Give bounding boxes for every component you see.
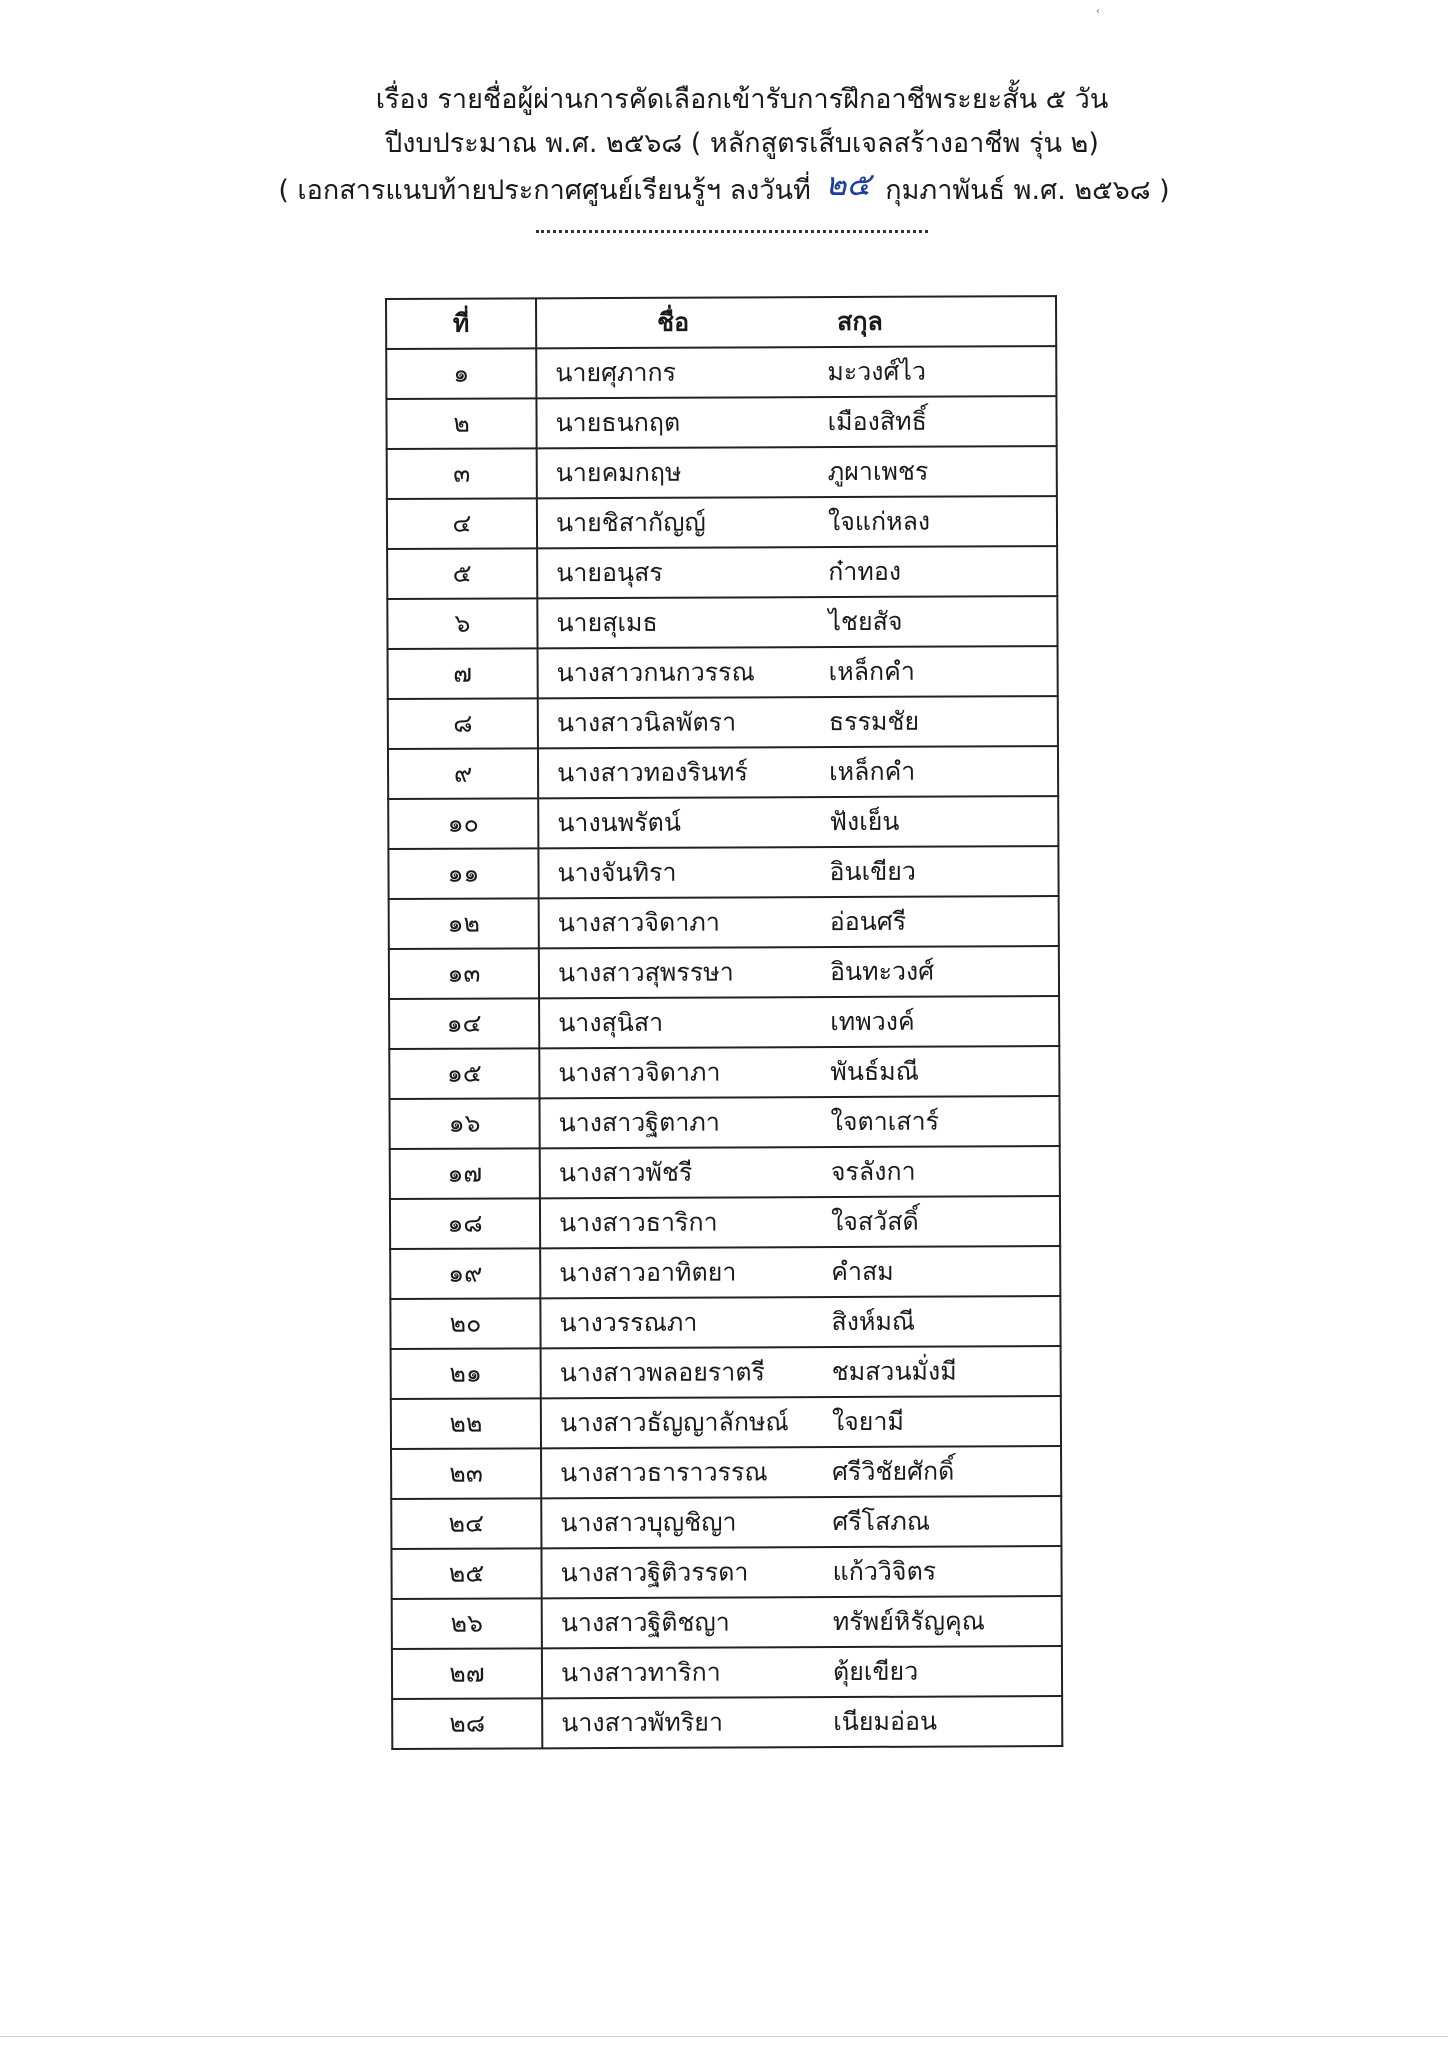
last-name: ก๋าทอง: [828, 556, 902, 587]
last-name: ไชยสัจ: [828, 606, 903, 637]
row-name-cell: [538, 846, 1058, 898]
first-name: นางจันทิรา: [557, 857, 677, 888]
first-name: นางสาวนิลพัตรา: [556, 707, 737, 738]
row-number: ๒๔: [391, 1498, 541, 1549]
row-name-cell: [541, 1396, 1061, 1448]
last-name: เหล็กคำ: [828, 656, 915, 687]
first-name: นายคมกฤษ: [555, 457, 682, 488]
table-header-row: [386, 296, 1056, 349]
last-name: ทรัพย์หิรัญคุณ: [832, 1606, 986, 1637]
first-name: นายอนุสร: [556, 557, 663, 588]
first-name: นางสาวจิดาภา: [557, 907, 720, 938]
table-row: [391, 1546, 1061, 1599]
row-number: ๒๘: [392, 1698, 542, 1749]
row-number: ๕: [387, 548, 537, 599]
row-name-cell: [537, 496, 1057, 548]
first-name: นางสาวพัทริยา: [561, 1707, 724, 1738]
first-name: นางสาวกนกวรรณ: [556, 657, 755, 688]
row-number: ๒๖: [392, 1598, 542, 1649]
table-row: [390, 1246, 1060, 1299]
row-name-cell: [539, 946, 1059, 998]
first-name: นายธนกฤต: [555, 407, 681, 438]
row-number: ๑๖: [389, 1098, 539, 1149]
first-name: นางสาวฐิติชญา: [560, 1607, 730, 1638]
first-name: นางสาวสุพรรษา: [557, 957, 734, 988]
table-row: [389, 896, 1059, 949]
row-number: ๑๔: [389, 998, 539, 1049]
last-name: เนียมอ่อน: [833, 1706, 938, 1737]
attachment-text-before: ( เอกสารแนบท้ายประกาศศูนย์เรียนรู้ฯ ลงวันที่: [278, 175, 811, 206]
row-number: ๘: [388, 698, 538, 749]
row-number: ๑: [386, 348, 536, 399]
first-name: นางสาวอาทิตยา: [559, 1257, 737, 1288]
row-number: ๒๒: [391, 1398, 541, 1449]
row-number: ๒๗: [392, 1648, 542, 1699]
last-name: ตุ้ยเขียว: [832, 1656, 919, 1687]
margin-mark: ‹: [1096, 6, 1100, 17]
row-number: ๗: [388, 648, 538, 699]
table-row: [389, 1046, 1059, 1099]
first-name: นางสาวทองรินทร์: [557, 757, 748, 788]
header-subject-line: เรื่อง รายชื่อผู้ผ่านการคัดเลือกเข้ารับการฝึกอาชีพระยะสั้น ๕ วัน: [375, 84, 1109, 115]
first-name: นายชิสากัญญ์: [555, 507, 706, 538]
last-name: ศรีโสภณ: [832, 1506, 931, 1537]
dotted-separator: [536, 226, 928, 233]
first-name: นายศุภากร: [555, 357, 677, 388]
header-fiscal-year-line: ปีงบประมาณ พ.ศ. ๒๕๖๘ ( หลักสูตรเส็บเจลสร้างอาชีพ รุ่น ๒): [385, 128, 1099, 159]
first-name: นางสุนิสา: [558, 1007, 664, 1038]
table-row: [390, 1146, 1060, 1199]
last-name: ใจตาเสาร์: [830, 1106, 940, 1137]
table-row: [388, 646, 1058, 699]
last-name: สิงห์มณี: [831, 1306, 916, 1337]
row-number: ๒๑: [391, 1348, 541, 1399]
first-name: นางสาวธัญญาลักษณ์: [559, 1407, 789, 1438]
last-name: เมืองสิทธิ์: [827, 406, 927, 437]
name-list-table-wrapper: [385, 295, 1069, 1750]
row-number: ๑๒: [389, 898, 539, 949]
last-name: คำสม: [831, 1256, 894, 1287]
last-name: เทพวงค์: [830, 1006, 915, 1037]
last-name: ใจสวัสดิ์: [830, 1206, 919, 1237]
table-row: [388, 846, 1058, 899]
first-name: นางสาวพลอยราตรี: [559, 1357, 766, 1388]
column-header-number: ที่: [386, 298, 536, 349]
table-row: [386, 346, 1056, 399]
row-name-cell: [539, 996, 1059, 1048]
row-name-cell: [538, 646, 1058, 698]
scan-edge-line: [0, 2036, 1448, 2037]
first-name: นางสาวพัชรี: [558, 1157, 693, 1188]
table-row: [392, 1696, 1062, 1749]
last-name: มะวงศ์ไว: [827, 356, 927, 387]
row-name-cell: [539, 1046, 1059, 1098]
last-name: จรลังกา: [830, 1156, 916, 1187]
row-name-cell: [542, 1696, 1062, 1748]
table-row: [386, 396, 1056, 449]
row-name-cell: [538, 746, 1058, 798]
last-name: พันธ์มณี: [830, 1056, 919, 1087]
column-header-names: [536, 296, 1056, 348]
last-name: ภูผาเพชร: [827, 456, 929, 487]
row-name-cell: [536, 396, 1056, 448]
column-header-last-name: สกุล: [837, 306, 883, 337]
row-name-cell: [540, 1196, 1060, 1248]
last-name: แก้ววิจิตร: [832, 1556, 937, 1587]
table-body: [386, 346, 1062, 1749]
document-header: [0, 78, 1448, 210]
row-name-cell: [540, 1296, 1060, 1348]
row-number: ๑๓: [389, 948, 539, 999]
table-row: [392, 1646, 1062, 1699]
row-number: ๑๑: [388, 848, 538, 899]
row-number: ๔: [387, 498, 537, 549]
row-name-cell: [542, 1596, 1062, 1648]
row-number: ๙: [388, 748, 538, 799]
row-name-cell: [542, 1646, 1062, 1698]
attachment-text-after: กุมภาพันธ์ พ.ศ. ๒๕๖๘ ): [885, 175, 1170, 206]
last-name: ธรรมชัย: [828, 706, 920, 737]
first-name: นางนพรัตน์: [557, 807, 682, 838]
name-list-table: [385, 295, 1063, 1750]
row-name-cell: [537, 596, 1057, 648]
table-row: [387, 596, 1057, 649]
first-name: นางสาวจิดาภา: [558, 1057, 721, 1088]
row-number: ๒๐: [390, 1298, 540, 1349]
table-row: [387, 446, 1057, 499]
row-name-cell: [541, 1346, 1061, 1398]
table-row: [390, 1296, 1060, 1349]
table-row: [388, 746, 1058, 799]
last-name: อินทะวงศ์: [829, 956, 935, 987]
row-name-cell: [540, 1246, 1060, 1298]
last-name: ใจยามี: [831, 1406, 905, 1437]
row-name-cell: [541, 1546, 1061, 1598]
row-name-cell: [541, 1446, 1061, 1498]
last-name: อินเขียว: [829, 856, 917, 887]
handwritten-date: ๒๕: [825, 165, 871, 203]
row-number: ๑๙: [390, 1248, 540, 1299]
table-row: [389, 996, 1059, 1049]
last-name: ศรีวิชัยศักดิ์: [832, 1456, 955, 1487]
table-row: [392, 1596, 1062, 1649]
row-name-cell: [539, 896, 1059, 948]
last-name: ใจแก่หลง: [827, 506, 931, 537]
row-number: ๒๓: [391, 1448, 541, 1499]
row-number: ๒๕: [391, 1548, 541, 1599]
row-name-cell: [538, 696, 1058, 748]
table-row: [391, 1396, 1061, 1449]
first-name: นางสาวฐิติวรรดา: [560, 1557, 749, 1588]
row-name-cell: [541, 1496, 1061, 1548]
table-row: [391, 1446, 1061, 1499]
row-number: ๑๐: [388, 798, 538, 849]
row-number: ๖: [387, 598, 537, 649]
table-row: [389, 946, 1059, 999]
table-row: [389, 1096, 1059, 1149]
first-name: นางสาวธาริกา: [558, 1207, 718, 1238]
first-name: นางสาวฐิตาภา: [558, 1107, 720, 1138]
table-row: [387, 496, 1057, 549]
first-name: นางวรรณภา: [559, 1307, 698, 1338]
row-name-cell: [537, 546, 1057, 598]
row-number: ๑๕: [389, 1048, 539, 1099]
row-name-cell: [540, 1146, 1060, 1198]
first-name: นางสาวบุญชิญา: [560, 1507, 737, 1538]
table-row: [390, 1196, 1060, 1249]
first-name: นางสาวทาริกา: [560, 1657, 721, 1688]
table-row: [388, 696, 1058, 749]
table-row: [391, 1346, 1061, 1399]
last-name: ชมสวนมั่งมี: [831, 1356, 957, 1387]
row-number: ๑๘: [390, 1198, 540, 1249]
column-header-first-name: ชื่อ: [657, 307, 690, 337]
header-attachment-line: [0, 166, 1448, 210]
last-name: เหล็กคำ: [829, 756, 916, 787]
row-number: ๑๗: [390, 1148, 540, 1199]
row-number: ๓: [387, 448, 537, 499]
row-name-cell: [536, 346, 1056, 398]
row-name-cell: [537, 446, 1057, 498]
first-name: นายสุเมธ: [556, 607, 658, 638]
table-row: [387, 546, 1057, 599]
row-name-cell: [538, 796, 1058, 848]
first-name: นางสาวธาราวรรณ: [560, 1457, 768, 1488]
table-row: [388, 796, 1058, 849]
last-name: ฟังเย็น: [829, 806, 900, 837]
row-number: ๒: [386, 398, 536, 449]
last-name: อ่อนศรี: [829, 906, 907, 937]
row-name-cell: [539, 1096, 1059, 1148]
table-row: [391, 1496, 1061, 1549]
